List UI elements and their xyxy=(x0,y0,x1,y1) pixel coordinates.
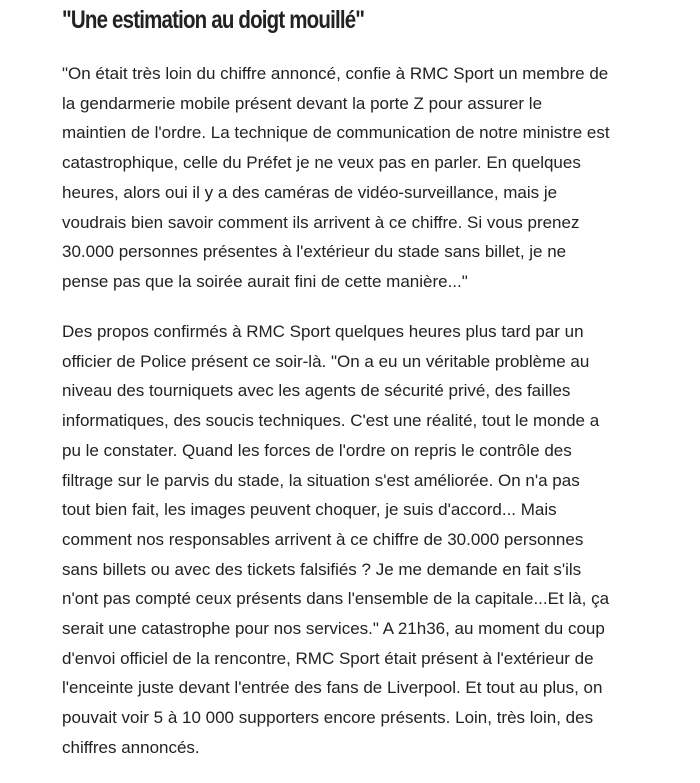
paragraph-line: n'ont pas compté ceux présents dans l'ensemble de la capitale...Et là, ça xyxy=(62,589,610,609)
paragraph-line: serait une catastrophe pour nos services." A 21h36, au moment du coup xyxy=(62,619,605,639)
paragraph-1 xyxy=(62,59,610,297)
paragraph-line: pense pas que la soirée aurait fini de cette manière..." xyxy=(62,271,468,291)
paragraph-line: voudrais bien savoir comment ils arrivent à ce chiffre. Si vous prenez xyxy=(62,212,580,232)
paragraph-line: officier de Police présent ce soir-là. "On a eu un véritable problème au xyxy=(62,351,590,371)
paragraph-line: heures, alors oui il y a des caméras de vidéo-surveillance, mais je xyxy=(62,182,558,202)
paragraph-2 xyxy=(62,317,609,763)
paragraph-line: la gendarmerie mobile présent devant la porte Z pour assurer le xyxy=(62,93,543,113)
paragraph-line: sans billets ou avec des tickets falsifiés ? Je me demande en fait s'ils xyxy=(62,559,582,579)
paragraph-line: Des propos confirmés à RMC Sport quelques heures plus tard par un xyxy=(62,322,584,341)
paragraph-line: catastrophique, celle du Préfet je ne veux pas en parler. En quelques xyxy=(62,153,581,173)
paragraph-line: filtrage sur le parvis du stade, la situation s'est améliorée. On n'a pas xyxy=(62,470,580,490)
paragraph-line: tout bien fait, les images peuvent choquer, je suis d'accord... Mais xyxy=(62,500,557,520)
paragraph-line: pu le constater. Quand les forces de l'ordre on repris le contrôle des xyxy=(62,440,572,460)
paragraph-line: niveau des tourniquets avec les agents de sécurité privé, des failles xyxy=(62,381,571,401)
article-heading: "Une estimation au doigt mouillé" xyxy=(62,6,365,34)
paragraph-line: pouvait voir 5 à 10 000 supporters encore présents. Loin, très loin, des xyxy=(62,708,594,728)
paragraph-line: 30.000 personnes présentes à l'extérieur du stade sans billet, je ne xyxy=(62,242,567,262)
paragraph-line: comment nos responsables arrivent à ce chiffre de 30.000 personnes xyxy=(62,529,584,549)
paragraph-line: maintien de l'ordre. La technique de communication de notre ministre est xyxy=(62,123,610,143)
paragraph-line: d'envoi officiel de la rencontre, RMC Sport était présent à l'extérieur de xyxy=(62,648,594,668)
paragraph-line: informatiques, des soucis techniques. C'est une réalité, tout le monde a xyxy=(62,411,600,431)
paragraph-line: "On était très loin du chiffre annoncé, confie à RMC Sport un membre de xyxy=(62,64,609,83)
paragraph-line: l'enceinte juste devant l'entrée des fans de Liverpool. Et tout au plus, on xyxy=(62,678,603,698)
paragraph-line: chiffres annoncés. xyxy=(62,737,200,757)
